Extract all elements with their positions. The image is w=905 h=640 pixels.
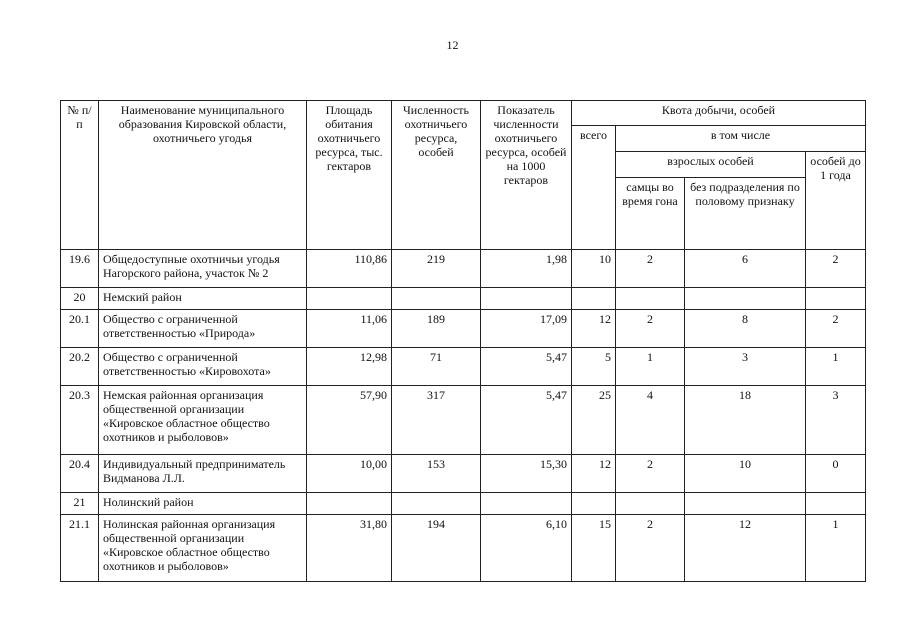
row-name: Индивидуальный предприниматель Видманова Л.Л.: [99, 455, 307, 493]
row-total: 5: [572, 348, 616, 386]
row-population: 153: [392, 455, 481, 493]
row-young: 3: [806, 386, 866, 455]
row-males: 2: [616, 455, 685, 493]
row-males: 2: [616, 310, 685, 348]
row-name: Немская районная организация общественной организации «Кировское областное общество охотников и рыболовов»: [99, 386, 307, 455]
row-no-split: 8: [685, 310, 806, 348]
row-density: 17,09: [481, 310, 572, 348]
table-row: [61, 386, 866, 455]
row-males: 1: [616, 348, 685, 386]
row-density: 1,98: [481, 250, 572, 288]
row-population: 194: [392, 515, 481, 582]
row-name: Нолинская районная организация общественной организации «Кировское областное общество охотников и рыболовов»: [99, 515, 307, 582]
page-number: 12: [446, 38, 459, 52]
header-including: в том числе: [616, 126, 866, 152]
row-total: 25: [572, 386, 616, 455]
row-density: 6,10: [481, 515, 572, 582]
row-area: 11,06: [307, 310, 392, 348]
row-name: Общество с ограниченной ответственностью «Природа»: [99, 310, 307, 348]
row-area: 10,00: [307, 455, 392, 493]
row-total: 10: [572, 250, 616, 288]
row-population: 71: [392, 348, 481, 386]
row-density: 15,30: [481, 455, 572, 493]
row-num: 21: [61, 493, 99, 515]
header-area: Площадь обитания охотничьего ресурса, тыс. гектаров: [307, 101, 392, 250]
row-males: 2: [616, 250, 685, 288]
row-area: 31,80: [307, 515, 392, 582]
row-no-split: 3: [685, 348, 806, 386]
table-row: [61, 310, 866, 348]
row-total: 12: [572, 310, 616, 348]
row-density: 5,47: [481, 348, 572, 386]
row-young: 2: [806, 310, 866, 348]
row-area: 110,86: [307, 250, 392, 288]
table-row: [61, 455, 866, 493]
header-no-sex-split: без подразделения по половому признаку: [685, 178, 806, 250]
header-num: № п/п: [61, 101, 99, 250]
row-density: 5,47: [481, 386, 572, 455]
row-young: 1: [806, 348, 866, 386]
row-population: 189: [392, 310, 481, 348]
row-young: 2: [806, 250, 866, 288]
row-num: 20.1: [61, 310, 99, 348]
header-quota: Квота добычи, особей: [572, 101, 866, 126]
row-young: 1: [806, 515, 866, 582]
row-males: 2: [616, 515, 685, 582]
row-young: 0: [806, 455, 866, 493]
table-row: [61, 348, 866, 386]
header-density: Показатель численности охотничьего ресурса, особей на 1000 гектаров: [481, 101, 572, 250]
quota-table: [60, 100, 866, 582]
row-num: 20: [61, 288, 99, 310]
header-name: Наименование муниципального образования Кировской области, охотничьего угодья: [99, 101, 307, 250]
row-no-split: 10: [685, 455, 806, 493]
row-population: 219: [392, 250, 481, 288]
row-no-split: 12: [685, 515, 806, 582]
row-name: Нолинский район: [99, 493, 307, 515]
row-no-split: 18: [685, 386, 806, 455]
row-num: 21.1: [61, 515, 99, 582]
row-num: 20.2: [61, 348, 99, 386]
row-name: Немский район: [99, 288, 307, 310]
table-row: [61, 515, 866, 582]
table-row: [61, 250, 866, 288]
row-area: 57,90: [307, 386, 392, 455]
header-under-one-year: особей до 1 года: [806, 152, 866, 250]
table-row: [61, 493, 866, 515]
row-total: 15: [572, 515, 616, 582]
row-population: 317: [392, 386, 481, 455]
row-no-split: 6: [685, 250, 806, 288]
header-adults: взрослых особей: [616, 152, 806, 178]
header-males-rut: самцы во время гона: [616, 178, 685, 250]
header-total: всего: [572, 126, 616, 250]
row-males: 4: [616, 386, 685, 455]
row-area: 12,98: [307, 348, 392, 386]
row-name: Общедоступные охотничьи угодья Нагорского района, участок № 2: [99, 250, 307, 288]
row-num: 20.4: [61, 455, 99, 493]
row-num: 20.3: [61, 386, 99, 455]
row-name: Общество с ограниченной ответственностью «Кировохота»: [99, 348, 307, 386]
row-total: 12: [572, 455, 616, 493]
header-population: Численность охотничьего ресурса, особей: [392, 101, 481, 250]
row-num: 19.6: [61, 250, 99, 288]
table-row: [61, 288, 866, 310]
